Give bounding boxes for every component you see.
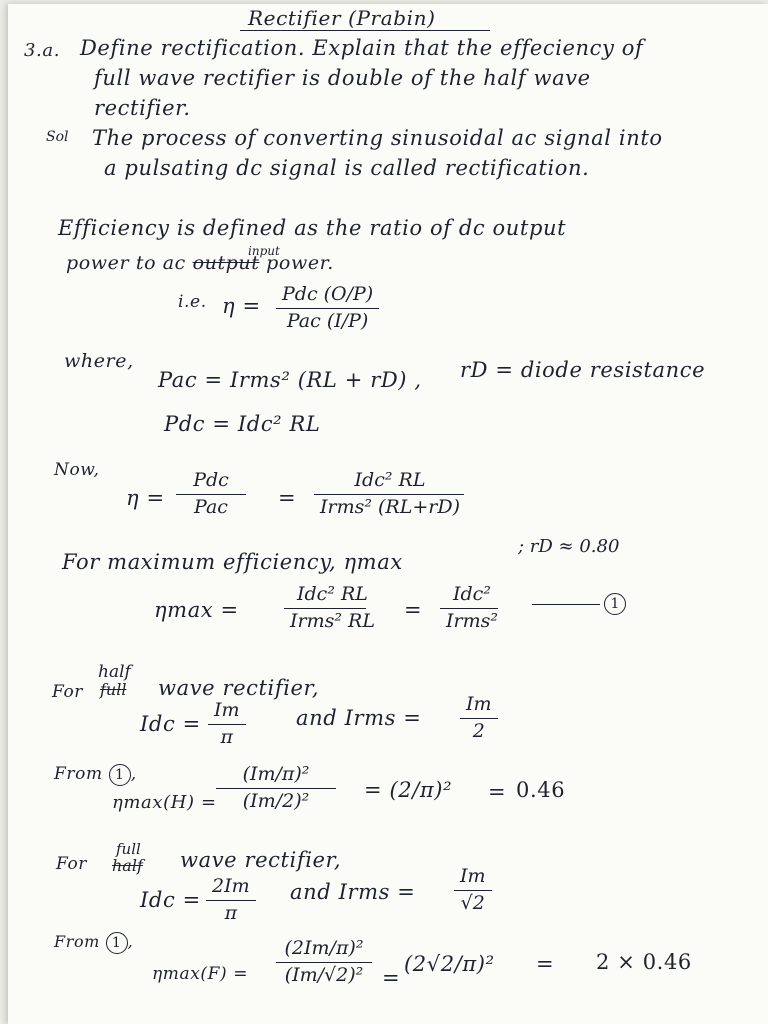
full-eq-sign-1: =	[382, 966, 401, 990]
half-irms-fraction	[460, 694, 498, 743]
full-from-line: From 1 ,	[54, 932, 133, 954]
full-from-ref: 1	[106, 932, 128, 954]
struck-word-half: half	[112, 856, 143, 875]
efficiency-line-2-end: power.	[266, 252, 334, 274]
pdc-formula: Pdc = Idc² RL	[164, 412, 321, 436]
now-frac1-numerator: Pdc	[193, 469, 229, 491]
eta-max-full-fraction	[276, 938, 372, 987]
full-idc-label: Idc =	[140, 888, 201, 912]
max-equals: =	[404, 598, 423, 622]
ie-label: i.e.	[178, 292, 207, 312]
ratio-numerator: Pdc (O/P)	[282, 283, 374, 305]
half-from-line: From 1 ,	[54, 764, 137, 784]
half-idc-denominator: π	[220, 725, 234, 748]
now-frac2-numerator: Idc² RL	[354, 469, 426, 491]
where-label: where,	[64, 350, 134, 372]
struck-word-full: full	[100, 680, 127, 699]
now-fraction-1	[176, 470, 246, 519]
rd-note: rD = diode resistance	[460, 358, 706, 382]
solution-line-1: The process of converting sinusoidal ac signal into	[92, 126, 663, 150]
max-frac2-denominator: Irms²	[446, 609, 498, 632]
full-idc-fraction	[206, 876, 256, 925]
half-from-ref: 1	[109, 764, 131, 786]
ratio-denominator: Pac (I/P)	[286, 309, 369, 332]
now-label: Now,	[54, 460, 100, 480]
reference-dash	[532, 604, 600, 605]
max-frac1-numerator: Idc² RL	[297, 583, 368, 605]
fraction-bar	[276, 308, 379, 309]
max-fraction-1	[284, 584, 381, 633]
efficiency-line-2	[66, 254, 334, 273]
full-irms-numerator: Im	[460, 865, 486, 887]
fraction-bar	[284, 608, 366, 609]
notebook-page	[8, 4, 768, 1024]
rd-approx-note: ; rD ≈ 0.80	[518, 536, 620, 557]
half-and-irms: and Irms =	[296, 706, 422, 730]
efficiency-line-2-start: power to ac	[66, 252, 186, 274]
fraction-bar	[460, 718, 498, 719]
now-eta-equals: η =	[126, 486, 165, 510]
eta-equals: η =	[222, 294, 261, 318]
fraction-bar	[216, 788, 336, 789]
now-frac2-denominator: Irms² (RL+rD)	[320, 495, 460, 518]
half-eq-sign: =	[488, 780, 507, 804]
max-frac2-numerator: Idc²	[453, 583, 491, 605]
full-and-irms: and Irms =	[290, 880, 416, 904]
fraction-bar	[176, 494, 246, 495]
efficiency-ratio	[276, 284, 379, 333]
fraction-bar	[314, 494, 464, 495]
full-idc-denominator: π	[224, 901, 238, 924]
fraction-bar	[276, 962, 372, 963]
equation-ref-1: 1	[604, 593, 626, 615]
max-efficiency-line: For maximum efficiency, ηmax	[62, 550, 403, 574]
fraction-bar	[454, 890, 492, 891]
full-paren-expr: (2√2/π)²	[404, 952, 495, 976]
full-idc-numerator: 2Im	[212, 875, 250, 897]
title-underline	[240, 30, 490, 31]
eta-max-equals: ηmax =	[154, 598, 239, 622]
max-frac1-denominator: Irms² RL	[290, 609, 375, 632]
eta-max-half-numerator: (Im/π)²	[242, 763, 310, 785]
inserted-word-half: half	[98, 662, 131, 682]
eta-max-full-denominator: (Im/√2)²	[284, 963, 364, 986]
eta-max-full-numerator: (2Im/π)²	[284, 937, 364, 959]
full-for-label: For	[56, 854, 88, 874]
half-eq-expr: = (2/π)²	[364, 778, 453, 802]
half-idc-label: Idc =	[140, 712, 201, 736]
solution-label: Sol	[46, 129, 69, 145]
now-frac1-denominator: Pac	[194, 495, 228, 518]
half-irms-numerator: Im	[466, 693, 492, 715]
eta-max-half-label: ηmax(H) =	[112, 792, 217, 813]
fraction-bar	[208, 724, 246, 725]
eta-max-half-denominator: (Im/2)²	[242, 789, 310, 812]
full-from-label: From	[54, 932, 100, 951]
question-line-1: Define rectification. Explain that the effeciency of	[80, 36, 644, 60]
pac-formula: Pac = Irms² (RL + rD) ,	[158, 368, 422, 392]
half-wave-heading: wave rectifier,	[158, 676, 320, 700]
now-equals: =	[278, 486, 297, 510]
full-efficiency-result: 2 × 0.46	[596, 950, 692, 974]
full-irms-fraction	[454, 866, 492, 915]
question-number: 3.a.	[24, 40, 61, 61]
full-wave-heading: wave rectifier,	[180, 848, 342, 872]
inserted-word-full: full	[116, 840, 141, 858]
half-for-label: For	[52, 682, 84, 702]
half-from-label: From	[54, 764, 103, 784]
eta-max-full-label: ηmax(F) =	[152, 964, 249, 984]
now-fraction-2	[314, 470, 466, 519]
half-efficiency-result: 0.46	[516, 778, 566, 802]
struck-word-output: output	[192, 252, 260, 274]
full-irms-denominator: √2	[460, 891, 485, 914]
fraction-bar	[440, 608, 498, 609]
full-eq-sign-2: =	[536, 952, 555, 976]
question-line-2: full wave rectifier is double of the half wave	[94, 66, 591, 90]
half-idc-fraction	[208, 700, 246, 749]
question-line-3: rectifier.	[94, 96, 191, 120]
max-fraction-2	[440, 584, 504, 633]
half-irms-denominator: 2	[472, 719, 485, 742]
efficiency-line-1: Efficiency is defined as the ratio of dc output	[58, 216, 567, 240]
page-title: Rectifier (Prabin)	[248, 6, 436, 30]
fraction-bar	[206, 900, 256, 901]
half-idc-numerator: Im	[214, 699, 240, 721]
solution-line-2: a pulsating dc signal is called rectification.	[104, 156, 590, 180]
eta-max-half-fraction	[216, 764, 336, 813]
inserted-word-input: input	[248, 244, 280, 258]
